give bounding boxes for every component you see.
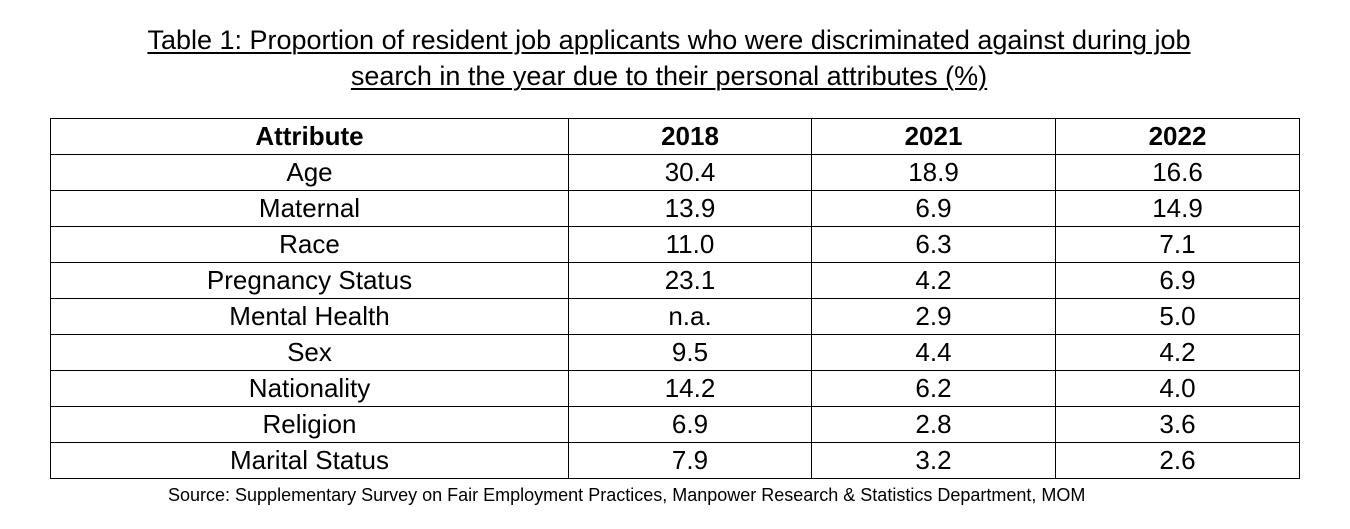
header-attribute: Attribute (51, 119, 569, 155)
header-2022: 2022 (1056, 119, 1300, 155)
cell-attribute: Race (51, 227, 569, 263)
cell-attribute: Nationality (51, 371, 569, 407)
cell-2022: 4.2 (1056, 335, 1300, 371)
cell-2018: 13.9 (569, 191, 812, 227)
cell-2022: 3.6 (1056, 407, 1300, 443)
cell-attribute: Marital Status (51, 443, 569, 479)
cell-2021: 6.2 (812, 371, 1056, 407)
table-row (51, 263, 1300, 299)
cell-2021: 3.2 (812, 443, 1056, 479)
header-2021: 2021 (812, 119, 1056, 155)
header-2018: 2018 (569, 119, 812, 155)
table-title-line-2: search in the year due to their personal attributes (%) (350, 61, 988, 91)
table-title (0, 22, 1338, 94)
cell-2022: 14.9 (1056, 191, 1300, 227)
cell-2022: 4.0 (1056, 371, 1300, 407)
table-row (51, 155, 1300, 191)
cell-2022: 2.6 (1056, 443, 1300, 479)
cell-2018: 6.9 (569, 407, 812, 443)
table-row (51, 227, 1300, 263)
cell-2018: 14.2 (569, 371, 812, 407)
cell-2021: 18.9 (812, 155, 1056, 191)
cell-2018: 7.9 (569, 443, 812, 479)
discrimination-table (50, 118, 1300, 479)
cell-attribute: Maternal (51, 191, 569, 227)
cell-2021: 6.3 (812, 227, 1056, 263)
table-row (51, 371, 1300, 407)
source-note: Source: Supplementary Survey on Fair Employment Practices, Manpower Research & Statistics Department, MOM (168, 485, 1086, 505)
cell-2018: 9.5 (569, 335, 812, 371)
table-row (51, 443, 1300, 479)
cell-2018: 30.4 (569, 155, 812, 191)
cell-2022: 7.1 (1056, 227, 1300, 263)
table-row (51, 335, 1300, 371)
cell-attribute: Religion (51, 407, 569, 443)
table-header-row (51, 119, 1300, 155)
cell-2018: 23.1 (569, 263, 812, 299)
cell-2021: 2.9 (812, 299, 1056, 335)
table-row (51, 191, 1300, 227)
cell-attribute: Sex (51, 335, 569, 371)
table-row (51, 299, 1300, 335)
cell-attribute: Age (51, 155, 569, 191)
cell-2021: 6.9 (812, 191, 1056, 227)
cell-2021: 2.8 (812, 407, 1056, 443)
table-row (51, 407, 1300, 443)
cell-2022: 6.9 (1056, 263, 1300, 299)
cell-attribute: Mental Health (51, 299, 569, 335)
cell-2018: n.a. (569, 299, 812, 335)
cell-attribute: Pregnancy Status (51, 263, 569, 299)
cell-2021: 4.4 (812, 335, 1056, 371)
cell-2022: 5.0 (1056, 299, 1300, 335)
cell-2018: 11.0 (569, 227, 812, 263)
table-title-line-1: Table 1: Proportion of resident job applicants who were discriminated against during job (147, 25, 1191, 55)
cell-2021: 4.2 (812, 263, 1056, 299)
cell-2022: 16.6 (1056, 155, 1300, 191)
